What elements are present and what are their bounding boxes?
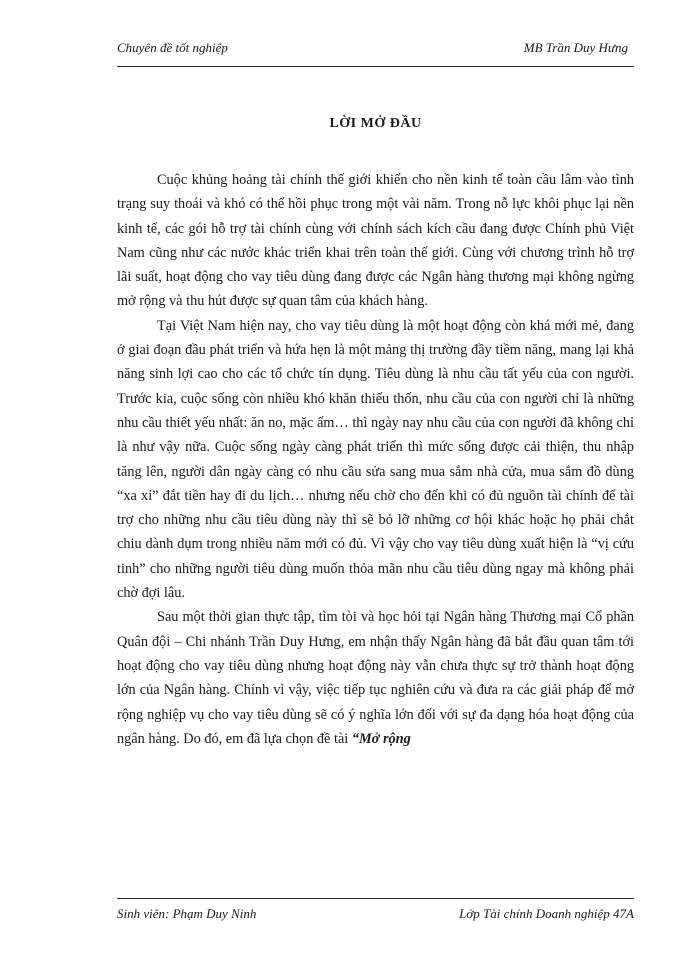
paragraph-1: Cuộc khủng hoảng tài chính thế giới khiến cho nền kinh tế toàn cầu lâm vào tình trạng suy thoái và khó có thể hồi phục trong một vài năm. Trong nỗ lực khôi phục lại nền kinh tế, các gói hỗ trợ tài chính cùng với chính sách kích cầu đang được Chính phủ Việt Nam cũng như các nước khác triển khai trên toàn thế giới. Cùng với chương trình hỗ trợ lãi suất, hoạt động cho vay tiêu dùng đang được các Ngân hàng thương mại không ngừng mở rộng và thu hút được sự quan tâm của khách hàng. — [117, 172, 634, 310]
header-document-type: Chuyên đề tốt nghiệp — [117, 40, 228, 55]
header-divider — [117, 66, 634, 67]
page-title: LỜI MỞ ĐẦU — [329, 116, 422, 131]
paragraph-2: Tại Việt Nam hiện nay, cho vay tiêu dùng là một hoạt động còn khá mới mẻ, đang ở giai đoạn đầu phát triển và hứa hẹn là một mảng thị trường đầy tiềm năng, mang lại khả năng sinh lợi cao cho các tổ chức tín dụng. Tiêu dùng là nhu cầu tất yếu của con người. Trước kia, cuộc sống còn nhiều khó khăn thiếu thốn, nhu cầu của con người chỉ là những nhu cầu thiết yếu nhất: ăn no, mặc ấm… thì ngày nay nhu cầu của con người đã không chỉ là như vậy nữa. Cuộc sống ngày càng phát triển thì mức sống được cải thiện, thu nhập tăng lên, người dân ngày càng có nhu cầu sửa sang mua sắm nhà cửa, mua sắm đồ dùng “xa xỉ” đắt tiền hay đi du lịch… nhưng nếu chờ cho đến khi có đủ nguồn tài chính để tài trợ cho những nhu cầu tiêu dùng này thì sẽ bỏ lỡ những cơ hội khác hoặc họ phải chắt chiu dành dụm trong nhiều năm mới có đủ. Vì vậy cho vay tiêu dùng xuất hiện là “vị cứu tinh” cho những người tiêu dùng muốn thỏa mãn nhu cầu tiêu dùng ngay mà không phải chờ đợi lâu. — [117, 317, 634, 602]
page-footer — [117, 906, 634, 926]
body-text — [117, 168, 634, 751]
paragraph-3-emphasis: “Mở rộng — [351, 730, 411, 747]
page-header — [117, 40, 628, 62]
header-branch-name: MB Trần Duy Hưng — [523, 40, 628, 55]
footer-class-name: Lớp Tài chính Doanh nghiệp 47A — [459, 906, 634, 921]
footer-divider — [117, 898, 634, 899]
paragraph-3 — [117, 605, 634, 751]
paragraph-3-text: Sau một thời gian thực tập, tìm tòi và học hỏi tại Ngân hàng Thương mại Cổ phần Quân đội – Chi nhánh Trần Duy Hưng, em nhận thấy Ngân hàng đã bắt đầu quan tâm tới hoạt động cho vay tiêu dùng nhưng hoạt động này vẫn chưa thực sự trở thành hoạt động lớn của Ngân hàng. Chính vì vậy, việc tiếp tục nghiên cứu và đưa ra các giải pháp để mở rộng nghiệp vụ cho vay tiêu dùng sẽ có ý nghĩa lớn đối với sự đa dạng hóa hoạt động của ngân hàng. Do đó, em đã lựa chọn đề tài — [117, 609, 634, 747]
footer-student-name: Sinh viên: Phạm Duy Ninh — [117, 906, 257, 921]
